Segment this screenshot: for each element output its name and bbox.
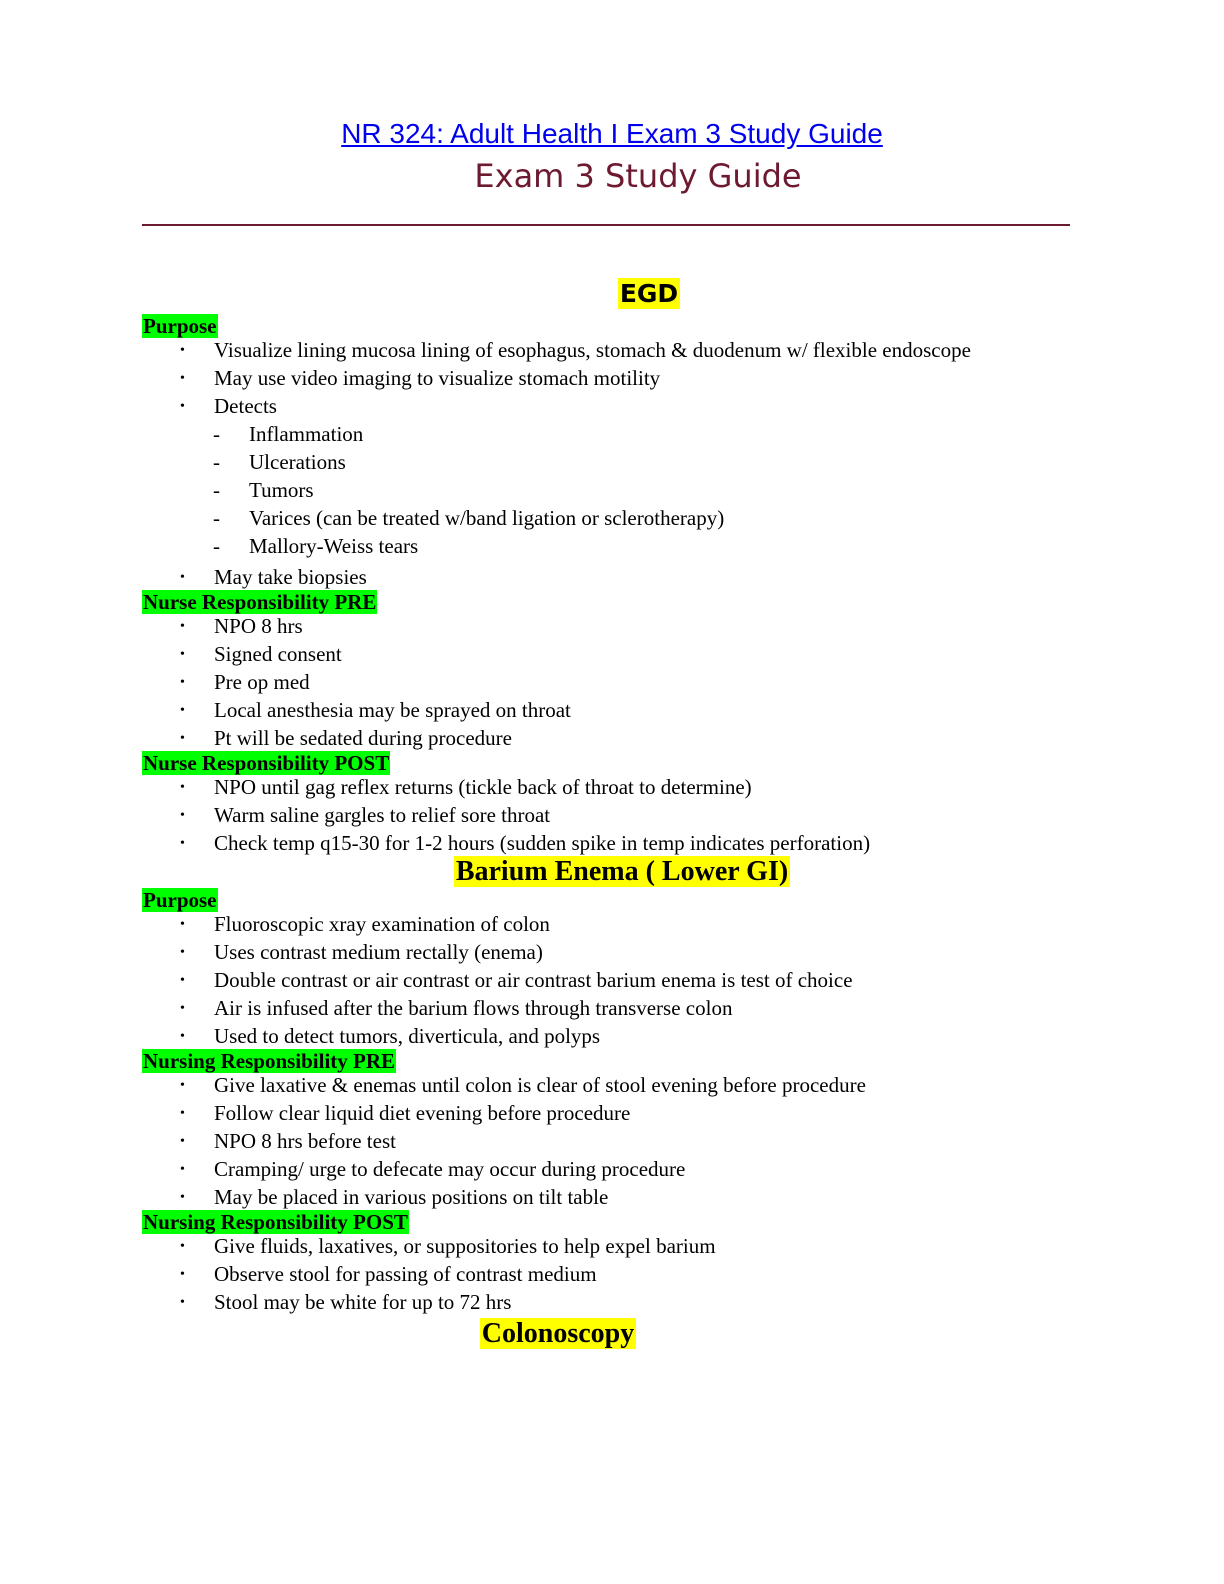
dash-icon: - (213, 506, 220, 530)
dash-icon: - (213, 534, 220, 558)
list-item: • Stool may be white for up to 72 hrs (180, 1290, 512, 1314)
barium-post-list (142, 1235, 1102, 1314)
colonoscopy-heading: Colonoscopy (481, 1318, 635, 1349)
list-item: • Pt will be sedated during procedure (180, 726, 512, 750)
bullet-icon: • (180, 675, 185, 690)
bullet-icon: • (180, 1106, 185, 1121)
barium-enema-heading: Barium Enema ( Lower GI) (455, 856, 789, 887)
bullet-icon: • (180, 973, 185, 988)
list-item: • Detects - Inflammation - Ulcerations - Tumors - Varices (can be treated w/band ligation or sclerotherapy) - Mallory-Weiss tears (142, 395, 1102, 558)
bullet-icon: • (180, 1162, 185, 1177)
list-item: - Mallory-Weiss tears (213, 534, 419, 558)
bullet-icon: • (180, 945, 185, 960)
egd-pre-label: Nurse Responsibility PRE (143, 590, 377, 614)
egd-pre-list (142, 615, 1102, 750)
page-subtitle: Exam 3 Study Guide (474, 157, 802, 195)
bullet-icon: • (180, 619, 185, 634)
list-item: • Signed consent (180, 642, 342, 666)
list-item: • Pre op med (180, 670, 310, 694)
list-item: - Ulcerations (213, 450, 346, 474)
list-item: • NPO until gag reflex returns (tickle back of throat to determine) (180, 775, 752, 799)
list-item: - Tumors (213, 478, 314, 502)
egd-detects-list (214, 423, 1102, 558)
barium-pre-label: Nursing Responsibility PRE (143, 1049, 396, 1073)
list-item: • Give fluids, laxatives, or suppositories to help expel barium (180, 1234, 716, 1258)
barium-purpose-list (142, 913, 1102, 1048)
list-item: • Fluoroscopic xray examination of colon (180, 912, 550, 936)
list-item: - Inflammation (213, 422, 364, 446)
bullet-icon: • (180, 731, 185, 746)
egd-heading: EGD (619, 279, 679, 308)
list-item: • Uses contrast medium rectally (enema) (180, 940, 543, 964)
bullet-icon: • (180, 808, 185, 823)
bullet-icon: • (180, 1134, 185, 1149)
bullet-icon: • (180, 1295, 185, 1310)
egd-post-list (142, 776, 1102, 855)
egd-purpose-list (142, 339, 1102, 589)
bullet-icon: • (180, 1190, 185, 1205)
bullet-icon: • (180, 1078, 185, 1093)
list-item: • Air is infused after the barium flows through transverse colon (180, 996, 733, 1020)
list-item: • NPO 8 hrs (180, 614, 303, 638)
list-item: • Check temp q15-30 for 1-2 hours (sudden spike in temp indicates perforation) (180, 831, 871, 855)
list-item: • Observe stool for passing of contrast medium (180, 1262, 597, 1286)
barium-purpose-label: Purpose (143, 888, 217, 912)
bullet-icon: • (180, 1001, 185, 1016)
dash-icon: - (213, 450, 220, 474)
bullet-icon: • (180, 836, 185, 851)
bullet-icon: • (180, 780, 185, 795)
bullet-icon: • (180, 399, 185, 414)
egd-post-label: Nurse Responsibility POST (143, 751, 390, 775)
list-item: • Warm saline gargles to relief sore throat (180, 803, 551, 827)
list-item: • Local anesthesia may be sprayed on throat (180, 698, 571, 722)
egd-purpose-label: Purpose (143, 314, 217, 338)
bullet-icon: • (180, 917, 185, 932)
dash-icon: - (213, 478, 220, 502)
barium-pre-list (142, 1074, 1102, 1209)
page-title-link[interactable]: NR 324: Adult Health I Exam 3 Study Guide (341, 118, 883, 149)
bullet-icon: • (180, 570, 185, 585)
bullet-icon: • (180, 1239, 185, 1254)
list-item: • May use video imaging to visualize stomach motility (180, 366, 661, 390)
list-item: • Double contrast or air contrast or air contrast barium enema is test of choice (180, 968, 853, 992)
bullet-icon: • (180, 1267, 185, 1282)
barium-post-label: Nursing Responsibility POST (143, 1210, 408, 1234)
list-item: • Follow clear liquid diet evening before procedure (180, 1101, 631, 1125)
bullet-icon: • (180, 343, 185, 358)
list-item: - Varices (can be treated w/band ligation or sclerotherapy) (213, 506, 725, 530)
list-item: • Visualize lining mucosa lining of esophagus, stomach & duodenum w/ flexible endoscope (180, 338, 971, 362)
bullet-icon: • (180, 647, 185, 662)
list-item: • May take biopsies (180, 565, 367, 589)
document-body (142, 277, 1102, 1350)
list-item: • May be placed in various positions on tilt table (180, 1185, 609, 1209)
bullet-icon: • (180, 371, 185, 386)
bullet-icon: • (180, 1029, 185, 1044)
list-item: • Used to detect tumors, diverticula, and polyps (180, 1024, 601, 1048)
dash-icon: - (213, 422, 220, 446)
list-item: • Cramping/ urge to defecate may occur during procedure (180, 1157, 686, 1181)
list-item: • Give laxative & enemas until colon is clear of stool evening before procedure (180, 1073, 866, 1097)
list-item: • NPO 8 hrs before test (180, 1129, 396, 1153)
bullet-icon: • (180, 703, 185, 718)
title-divider (142, 224, 1070, 226)
